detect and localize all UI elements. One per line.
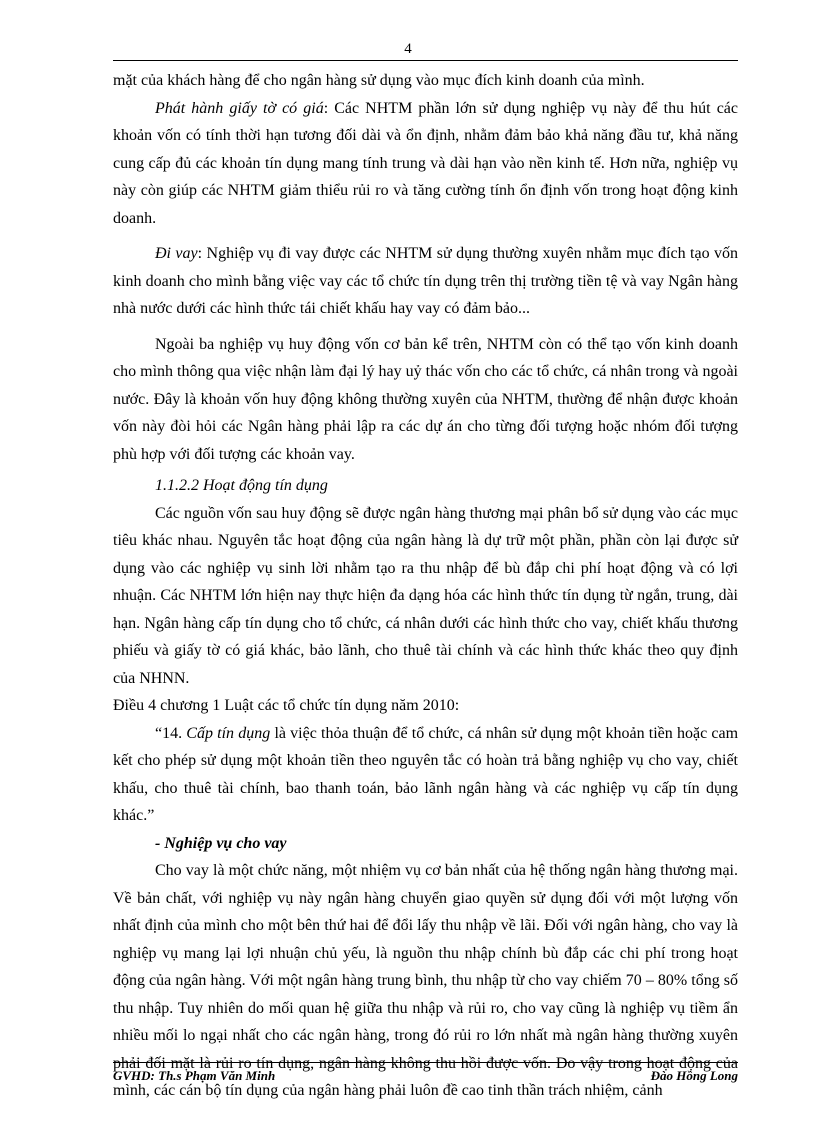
paragraph-di-vay bbox=[113, 240, 738, 323]
term-cap-tin-dung: Cấp tín dụng bbox=[186, 724, 271, 742]
paragraph-dieu-4: Điều 4 chương 1 Luật các tổ chức tín dụng năm 2010: bbox=[113, 697, 460, 714]
paragraph-nguon-von: Các nguồn vốn sau huy động sẽ được ngân hàng thương mại phân bổ sử dụng vào các mục tiêu khác nhau. Nguyên tắc hoạt động của ngân hàng là dự trữ một phần, phần còn lại được sử dụng vào các nghiệp vụ sinh lời nhằm tạo ra thu nhập để bù đắp chi phí hoạt động và có lợi nhuận. Các NHTM lớn hiện nay thực hiện đa dạng hóa các hình thức tín dụng từ ngắn, trung, dài hạn. Ngân hàng cấp tín dụng cho tổ chức, cá nhân dưới các hình thức cho vay, chiết khấu thương phiếu và giấy tờ có giá khác, bảo lãnh, cho thuê tài chính và các hình thức khác theo quy định của NHNN. bbox=[113, 504, 738, 687]
paragraph-text: : Các NHTM phần lớn sử dụng nghiệp vụ này để thu hút các khoản vốn có tính thời hạn tương đối dài và ổn định, nhằm đảm bảo khả năng đầu tư, khả năng cung cấp đủ các khoản tín dụng mang tính trung và dài hạn vào nền kinh tế. Hơn nữa, nghiệp vụ này còn giúp các NHTM giảm thiểu rủi ro và tăng cường tính ổn định vốn trong hoạt động kinh doanh. bbox=[113, 99, 739, 227]
quote-prefix: “14. bbox=[155, 724, 187, 742]
term-phat-hanh-giay-to: Phát hành giấy tờ có giá bbox=[155, 99, 324, 117]
header-rule bbox=[113, 60, 738, 61]
paragraph-text: là việc thỏa thuận để tổ chức, cá nhân sử dụng một khoản tiền hoặc cam kết cho phép sử dụng một khoản tiền theo nguyên tắc có hoàn trả bằng nghiệp vụ cho vay, chiết khấu, cho thuê tài chính, bao thanh toán, bảo lãnh ngân hàng và các nghiệp vụ cấp tín dụng khác.” bbox=[113, 724, 739, 824]
section-heading-nghiep-vu-cho-vay: - Nghiệp vụ cho vay bbox=[155, 834, 287, 852]
footer-rule bbox=[113, 1062, 738, 1063]
page-number: 4 bbox=[404, 41, 412, 57]
paragraph-nhan-dai-ly: Ngoài ba nghiệp vụ huy động vốn cơ bản kể trên, NHTM còn có thể tạo vốn kinh doanh cho mình thông qua việc nhận làm đại lý hay uỷ thác vốn cho các tổ chức, cá nhân trong và ngoài nước. Đây là khoản vốn huy động không thường xuyên của NHTM, thường để nhận được khoản vốn này đòi hỏi các Ngân hàng phải lập ra các dự án cho từng đối tượng hoặc nhóm đối tượng phù hợp với đối tượng các khoản vay. bbox=[113, 335, 738, 463]
body-text bbox=[113, 67, 738, 1105]
paragraph-cap-tin-dung bbox=[113, 720, 738, 830]
paragraph-cho-vay: Cho vay là một chức năng, một nhiệm vụ cơ bản nhất của hệ thống ngân hàng thương mại. Về bản chất, với nghiệp vụ này ngân hàng chuyển giao quyền sử dụng đối với một lượng vốn nhất định của mình cho một bên thứ hai để đổi lấy thu nhập về lãi. Đối với ngân hàng, cho vay là nghiệp vụ mang lại lợi nhuận chủ yếu, là nguồn thu nhập chính bù đắp các chi phí trong hoạt động của ngân hàng. Với một ngân hàng trung bình, thu nhập từ cho vay chiếm 70 – 80% tổng số thu nhập. Tuy nhiên do mối quan hệ giữa thu nhập và rủi ro, cho vay cũng là nghiệp vụ tiềm ẩn nhiều mối lo ngại nhất cho các ngân hàng, trong đó rủi ro lớn nhất mà ngân hàng thường xuyên phải đối mặt là rủi ro tín dụng, ngân hàng không thu hồi được vốn. Do vậy trong hoạt động của mình, các cán bộ tín dụng của ngân hàng phải luôn đề cao tinh thần trách nhiệm, cảnh bbox=[113, 862, 738, 1099]
paragraph-continuation: mặt của khách hàng để cho ngân hàng sử dụng vào mục đích kinh doanh của mình. bbox=[113, 72, 645, 89]
footer-supervisor: GVHD: Th.s Phạm Văn Minh bbox=[113, 1068, 276, 1083]
term-di-vay: Đi vay bbox=[155, 245, 198, 262]
paragraph-text: : Nghiệp vụ đi vay được các NHTM sử dụng thường xuyên nhằm mục đích tạo vốn kinh doanh cho mình bằng việc vay các tổ chức tín dụng trên thị trường tiền tệ và vay Ngân hàng nhà nước dưới các hình thức tái chiết khấu hay vay có đảm bảo... bbox=[113, 245, 739, 317]
footer-author: Đào Hồng Long bbox=[650, 1068, 738, 1083]
paragraph-phat-hanh-giay-to bbox=[113, 95, 738, 233]
section-heading-hoat-dong-tin-dung: 1.1.2.2 Hoạt động tín dụng bbox=[155, 477, 328, 494]
footer bbox=[113, 1066, 738, 1086]
